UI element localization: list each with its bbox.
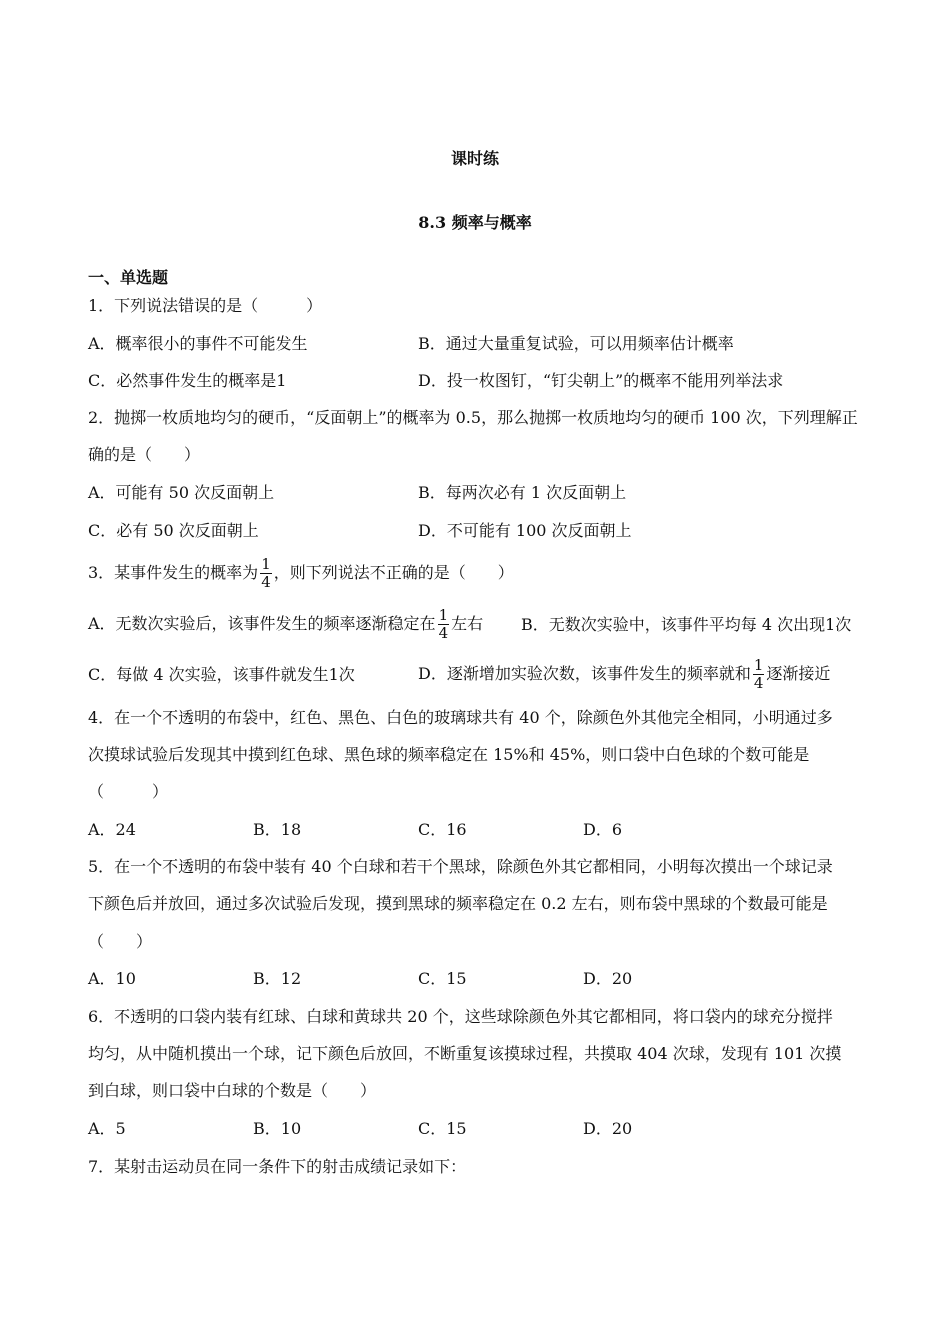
q5-option-d: D．20 <box>583 969 633 988</box>
fraction-numerator: 1 <box>753 656 764 674</box>
q6-option-c: C．15 <box>418 1119 467 1138</box>
q1-option-b: B．通过大量重复试验，可以用频率估计概率 <box>418 334 734 353</box>
fraction-one-quarter <box>438 607 450 642</box>
q6-stem-line1: 6．不透明的口袋内装有红球、白球和黄球共 20 个，这些球除颜色外其它都相同，将口袋内的球充分搅拌 <box>88 1007 833 1026</box>
q3-option-a-pre: A．无数次实验后，该事件发生的频率逐渐稳定在 <box>88 614 436 633</box>
fraction-numerator: 1 <box>261 555 271 573</box>
q5-stem-line3: （ ） <box>88 932 153 951</box>
q3-stem-post: ，则下列说法不正确的是（ ） <box>273 563 514 582</box>
q2-option-a: A．可能有 50 次反面朝上 <box>88 483 275 502</box>
q1-option-c: C．必然事件发生的概率是1 <box>88 371 287 390</box>
q5-stem-line2: 下颜色后并放回，通过多次试验后发现，摸到黑球的频率稳定在 0.2 左右，则布袋中黑球的个数最可能是 <box>88 894 828 913</box>
q5-stem-line1: 5．在一个不透明的布袋中装有 40 个白球和若干个黑球，除颜色外其它都相同，小明每次摸出一个球记录 <box>88 857 833 876</box>
q3-stem-pre: 3．某事件发生的概率为 <box>88 563 259 582</box>
q2-stem-line2: 确的是（ ） <box>88 445 201 464</box>
q2-option-b: B．每两次必有 1 次反面朝上 <box>418 483 627 502</box>
q4-option-a: A．24 <box>88 820 136 839</box>
section-heading: 一、单选题 <box>88 268 169 287</box>
q6-stem-line3: 到白球，则口袋中白球的个数是（ ） <box>88 1081 377 1100</box>
q4-stem-line3: （ ） <box>88 782 169 801</box>
q6-option-d: D．20 <box>583 1119 633 1138</box>
q1-option-a: A．概率很小的事件不可能发生 <box>88 334 308 353</box>
q5-option-a: A．10 <box>88 969 136 988</box>
q3-option-b: B．无数次实验中，该事件平均每 4 次出现1次 <box>521 615 852 634</box>
q7-stem: 7．某射击运动员在同一条件下的射击成绩记录如下： <box>88 1157 467 1176</box>
q1-stem: 1．下列说法错误的是（ ） <box>88 296 323 315</box>
fraction-one-quarter <box>753 657 765 692</box>
q4-option-d: D．6 <box>583 820 623 839</box>
page-title: 课时练 <box>450 149 499 168</box>
fraction-denominator: 4 <box>438 624 449 642</box>
q3-option-d-pre: D．逐渐增加实验次数，该事件发生的频率就和 <box>418 664 751 683</box>
fraction-numerator: 1 <box>438 606 449 624</box>
q4-stem-line2: 次摸球试验后发现其中摸到红色球、黑色球的频率稳定在 15%和 45%，则口袋中白色球的个数可能是 <box>88 745 810 764</box>
q1-option-d: D．投一枚图钉，“钉尖朝上”的概率不能用列举法求 <box>418 371 784 390</box>
q3-option-a <box>88 607 483 642</box>
q5-option-b: B．12 <box>253 969 302 988</box>
q3-option-d <box>418 657 830 692</box>
fraction-denominator: 4 <box>261 573 271 591</box>
q4-stem-line1: 4．在一个不透明的布袋中，红色、黑色、白色的玻璃球共有 40 个，除颜色外其他完全相同，小明通过多 <box>88 708 833 727</box>
q4-option-b: B．18 <box>253 820 302 839</box>
fraction-denominator: 4 <box>753 674 764 692</box>
q3-stem <box>88 556 514 591</box>
q5-option-c: C．15 <box>418 969 467 988</box>
q6-option-a: A．5 <box>88 1119 126 1138</box>
q6-option-b: B．10 <box>253 1119 302 1138</box>
q2-option-d: D．不可能有 100 次反面朝上 <box>418 521 632 540</box>
fraction-one-quarter <box>260 556 272 591</box>
q4-option-c: C．16 <box>418 820 467 839</box>
q3-option-a-post: 左右 <box>451 614 484 633</box>
page-subtitle: 8.3 频率与概率 <box>418 213 532 232</box>
q3-option-d-post: 逐渐接近 <box>766 664 831 683</box>
q6-stem-line2: 均匀，从中随机摸出一个球，记下颜色后放回，不断重复该摸球过程，共摸取 404 次球，发现有 101 次摸 <box>88 1044 842 1063</box>
q2-stem-line1: 2．抛掷一枚质地均匀的硬币，“反面朝上”的概率为 0.5，那么抛掷一枚质地均匀的硬币 100 次，下列理解正 <box>88 408 858 427</box>
q3-option-c: C．每做 4 次实验，该事件就发生1次 <box>88 665 355 684</box>
q2-option-c: C．必有 50 次反面朝上 <box>88 521 259 540</box>
